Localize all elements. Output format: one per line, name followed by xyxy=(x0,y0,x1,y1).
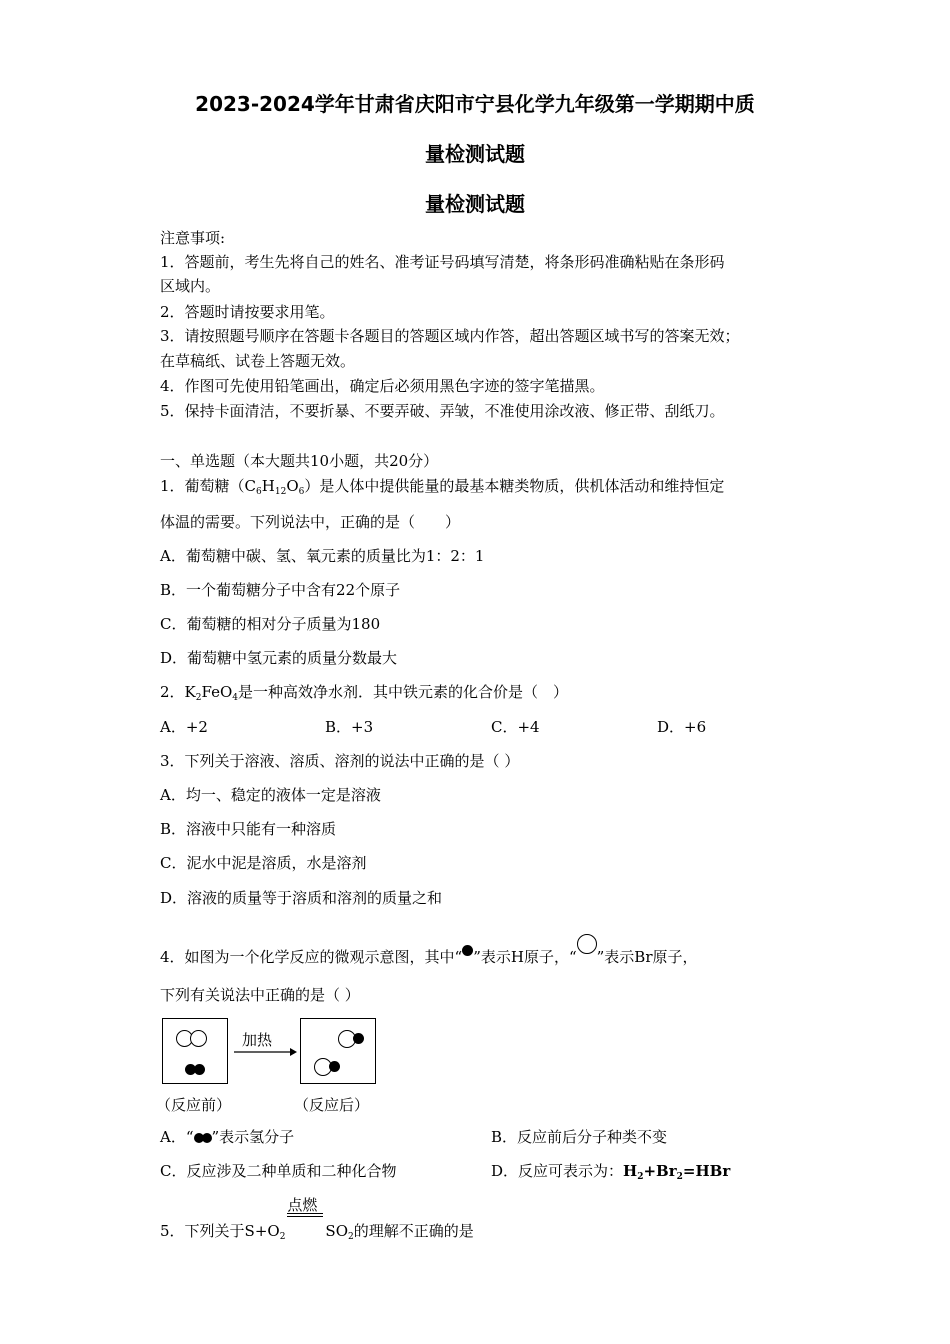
question-2-option-a: A．+2 xyxy=(160,718,208,736)
section-heading: 一、单选题（本大题共10小题，共20分） xyxy=(160,452,439,470)
question-3-option-a: A．均一、稳定的液体一定是溶液 xyxy=(160,786,381,804)
question-4-stem: 4．如图为一个化学反应的微观示意图，其中“ ”表示H原子，“ ”表示Br原子， xyxy=(160,934,698,967)
glucose-formula: $C_6H_{12}O_6$ xyxy=(244,477,305,497)
question-3-stem: 3．下列关于溶液、溶质、溶剂的说法中正确的是（ ） xyxy=(160,752,520,770)
question-1-stem-line2: 体温的需要。下列说法中，正确的是（ ） xyxy=(160,513,461,531)
question-1-stem: 1．葡萄糖$(C_6H_{12}O_6)$是人体中提供能量的最基本糖类物质，供机体活动和维持恒定 xyxy=(160,477,725,497)
reaction-condition: 加热 xyxy=(242,1031,273,1049)
reaction-arrow-icon xyxy=(232,1046,298,1058)
br-atom-icon xyxy=(577,934,597,954)
potassium-ferrate-formula: $K_2FeO_4$ xyxy=(184,683,238,703)
question-4-option-c: C．反应涉及二种单质和二种化合物 xyxy=(160,1162,397,1180)
question-4-option-a: A．“ ”表示氢分子 xyxy=(160,1128,295,1146)
notice-item: 1．答题前，考生先将自己的姓名、准考证号码填写清楚，将条形码准确粘贴在条形码 xyxy=(160,253,725,271)
h-atom-icon xyxy=(462,945,473,956)
reaction-condition-equals xyxy=(285,1196,325,1241)
page-title: 2023-2024学年甘肃省庆阳市宁县化学九年级第一学期期中质 xyxy=(195,92,755,116)
h-atom-icon xyxy=(194,1064,205,1075)
h-atom-icon xyxy=(329,1061,340,1072)
question-3-option-c: C．泥水中泥是溶质，水是溶剂 xyxy=(160,854,367,872)
caption-after: （反应后） xyxy=(294,1096,370,1114)
notice-item: 2．答题时请按要求用笔。 xyxy=(160,303,335,321)
page-title-line2: 量检测试题 xyxy=(425,142,525,166)
caption-before: （反应前） xyxy=(156,1096,232,1114)
question-2-option-d: D．+6 xyxy=(657,718,707,736)
notice-item: 3．请按照题号顺序在答题卡各题目的答题区域内作答，超出答题区域书写的答案无效； xyxy=(160,327,740,345)
notice-item: 5．保持卡面清洁，不要折暴、不要弄破、弄皱，不准使用涂改液、修正带、刮纸刀。 xyxy=(160,402,725,420)
after-reaction-box xyxy=(300,1018,376,1084)
notice-heading: 注意事项: xyxy=(160,229,226,247)
h-atom-icon xyxy=(353,1033,364,1044)
question-2-option-b: B．+3 xyxy=(325,718,374,736)
h-atom-icon xyxy=(202,1133,212,1143)
question-4-stem-line2: 下列有关说法中正确的是（ ） xyxy=(160,986,360,1004)
question-2-stem: 2．$K_2FeO_4$是一种高效净水剂．其中铁元素的化合价是（ ） xyxy=(160,683,569,703)
before-reaction-box xyxy=(162,1018,228,1084)
question-1-option-d: D．葡萄糖中氢元素的质量分数最大 xyxy=(160,649,398,667)
notice-item: 4．作图可先使用铅笔画出，确定后必须用黑色字迹的签字笔描黑。 xyxy=(160,377,605,395)
question-1-option-a: A．葡萄糖中碳、氢、氧元素的质量比为1：2：1 xyxy=(160,547,485,565)
reaction-equation: $H_2+Br_2=HBr$ xyxy=(623,1162,731,1182)
br-atom-icon xyxy=(190,1030,207,1047)
question-1-option-b: B．一个葡萄糖分子中含有22个原子 xyxy=(160,581,401,599)
question-4-option-b: B．反应前后分子种类不变 xyxy=(491,1128,668,1146)
notice-item: 区域内。 xyxy=(160,277,221,295)
question-2-option-c: C．+4 xyxy=(491,718,540,736)
question-3-option-b: B．溶液中只能有一种溶质 xyxy=(160,820,337,838)
question-1-option-c: C．葡萄糖的相对分子质量为180 xyxy=(160,615,381,633)
notice-item: 在草稿纸、试卷上答题无效。 xyxy=(160,352,356,370)
page-title-line3: 量检测试题 xyxy=(425,192,525,216)
question-3-option-d: D．溶液的质量等于溶质和溶剂的质量之和 xyxy=(160,889,443,907)
question-5-stem: 5．下列关于$S+O_2$ 点燃 $SO_2$的理解不正确的是 xyxy=(160,1196,474,1242)
reaction-condition: 点燃 xyxy=(287,1196,318,1214)
question-4-option-d: D．反应可表示为：$H_2+Br_2=HBr$ xyxy=(491,1162,731,1182)
